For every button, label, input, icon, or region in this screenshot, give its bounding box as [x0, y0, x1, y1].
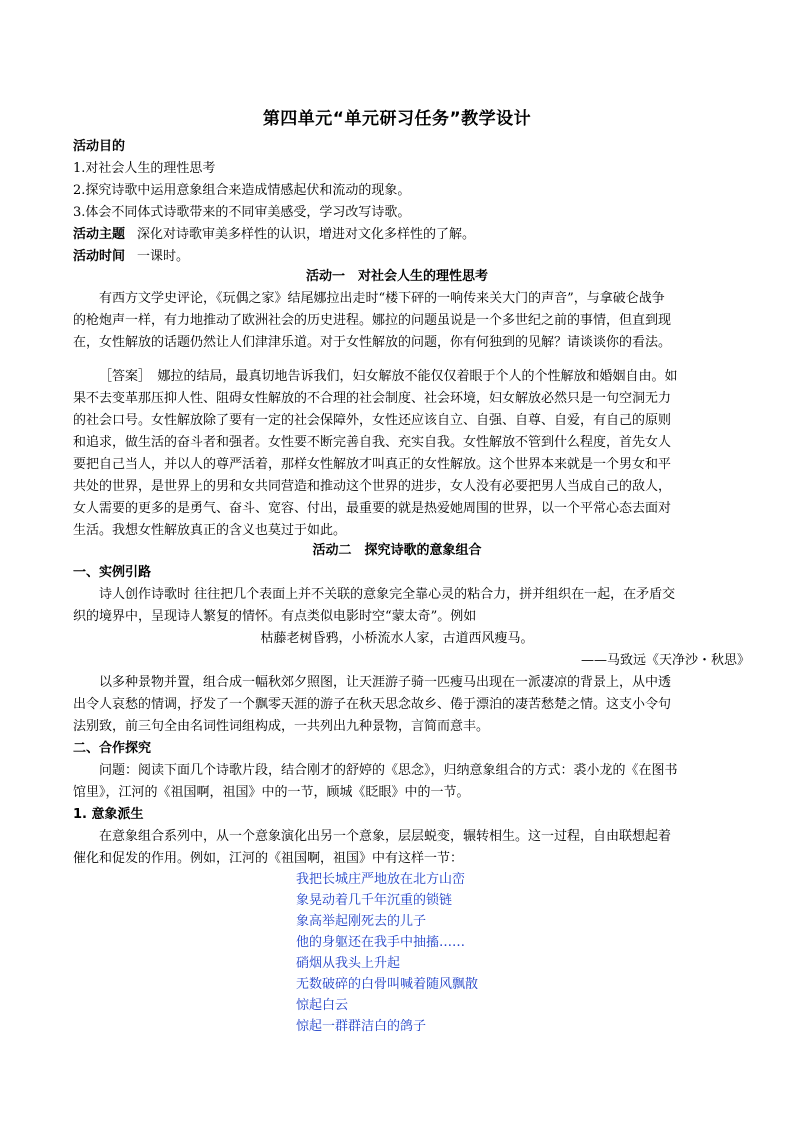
poem-line: 象高举起刚死去的儿子 — [296, 914, 427, 929]
answer-line: ［答案］ 娜拉的结局，最真切地告诉我们，妇女解放不能仅仅着眼于个人的个性解放和婚姻自由。如 — [99, 369, 678, 384]
paragraph-line: 织的境界中，呈现诗人繁复的情怀。有点类似电影时空“蒙太奇”。例如 — [73, 609, 477, 624]
purpose-heading: 活动目的 — [73, 139, 126, 154]
poem-line: 无数破碎的白骨叫喊着随风飘散 — [296, 977, 479, 992]
quote-source: ——马致远《天净沙・秋思》 — [580, 653, 750, 668]
paragraph-line: 问题：阅读下面几个诗歌片段，结合刚才的舒婷的《思念》，归纳意象组合的方式：裘小龙的《在图书 — [99, 763, 678, 778]
purpose-item: 1.对社会人生的理性思考 — [73, 161, 216, 176]
paragraph-line: 诗人创作诗歌时 往往把几个表面上并不关联的意象完全靠心灵的粘合力，拼并组织在一起，在矛盾交 — [99, 587, 676, 602]
answer-line: 生活。我想女性解放真正的含义也莫过于如此。 — [73, 523, 347, 538]
paragraph-line: 催化和促发的作用。例如，江河的《祖国啊，祖国》中有这样一节： — [73, 851, 464, 866]
purpose-item: 3.体会不同体式诗歌带来的不同审美感受，学习改写诗歌。 — [73, 205, 411, 220]
time-text: 一课时。 — [137, 249, 190, 264]
subsection-heading: 1. 意象派生 — [73, 807, 144, 822]
poem-line: 象晃动着几千年沉重的锁链 — [296, 893, 453, 908]
poem-line: 他的身躯还在我手中抽搐…… — [296, 935, 466, 950]
answer-line: 要把自己当人，并以人的尊严活着，那样女性解放才叫真正的女性解放。这个世界本来就是一个男女和平 — [73, 457, 672, 472]
document-title: 第四单元“单元研习任务”教学设计 — [262, 109, 532, 129]
section-heading: 一、实例引路 — [73, 565, 152, 580]
quote-line: 枯藤老树昏鸦，小桥流水人家，古道西风瘦马。 — [260, 631, 534, 646]
paragraph-line: 在，女性解放的话题仍然让人们津津乐道。对于女性解放的问题，你有何独到的见解？请谈谈你的看法。 — [73, 335, 672, 350]
theme-line — [73, 224, 723, 246]
paragraph-line: 在意象组合系列中，从一个意象演化出另一个意象，层层蜕变，辗转相生。这一过程，自由联想起着 — [99, 829, 672, 844]
time-line — [73, 246, 723, 268]
activity2-heading: 活动二 探究诗歌的意象组合 — [312, 543, 482, 558]
paragraph-line: 馆里》，江河的《祖国啊，祖国》中的一节，顾城《眨眼》中的一节。 — [73, 785, 470, 800]
time-label: 活动时间 — [73, 249, 126, 264]
answer-line: 的社会口号。女性解放除了要有一定的社会保障外，女性还应该自立、自强、自尊、自爱，有自己的原则 — [73, 413, 672, 428]
paragraph-line: 法别致，前三句全由名词性词组构成，一共列出九种景物，言简而意丰。 — [73, 719, 490, 734]
poem-line: 惊起一群群洁白的鸽子 — [296, 1019, 427, 1034]
paragraph-line: 有西方文学史评论，《玩偶之家》结尾娜拉出走时“楼下砰的一响传来关大门的声音”，与拿破仑战争 — [99, 291, 665, 306]
purpose-item: 2.探究诗歌中运用意象组合来造成情感起伏和流动的现象。 — [73, 183, 411, 198]
poem-line: 惊起白云 — [296, 998, 349, 1013]
answer-line: 女人需要的更多的是勇气、奋斗、宽容、付出，最重要的就是热爱她周围的世界，以一个平常心态去面对 — [73, 501, 672, 516]
poem-line: 我把长城庄严地放在北方山峦 — [296, 872, 466, 887]
theme-text: 深化对诗歌审美多样性的认识，增进对文化多样性的了解。 — [137, 227, 476, 242]
paragraph-line: 的枪炮声一样，有力地推动了欧洲社会的历史进程。娜拉的问题虽说是一个多世纪之前的事情，但直到现 — [73, 313, 672, 328]
paragraph-line: 出令人哀愁的情调，抒发了一个飘零天涯的游子在秋天思念故乡、倦于漂泊的凄苦愁楚之情。这支小令句 — [73, 697, 672, 712]
activity1-heading: 活动一 对社会人生的理性思考 — [305, 269, 488, 284]
answer-line: 共处的世界，是世界上的男和女共同营造和推动这个世界的进步，女人没有必要把男人当成自己的敌人， — [73, 479, 672, 494]
poem-line: 硝烟从我头上升起 — [296, 956, 401, 971]
answer-line: 和追求，做生活的奋斗者和强者。女性要不断完善自我、充实自我。女性解放不管到什么程度，首先女人 — [73, 435, 672, 450]
answer-line: 果不去变革那压抑人性、阻碍女性解放的不合理的社会制度、社会环境，妇女解放必然只是一句空洞无力 — [73, 391, 672, 406]
paragraph-line: 以多种景物并置，组合成一幅秋郊夕照图，让天涯游子骑一匹瘦马出现在一派凄凉的背景上，从中透 — [99, 675, 672, 690]
section-heading: 二、合作探究 — [73, 741, 152, 756]
theme-label: 活动主题 — [73, 227, 126, 242]
